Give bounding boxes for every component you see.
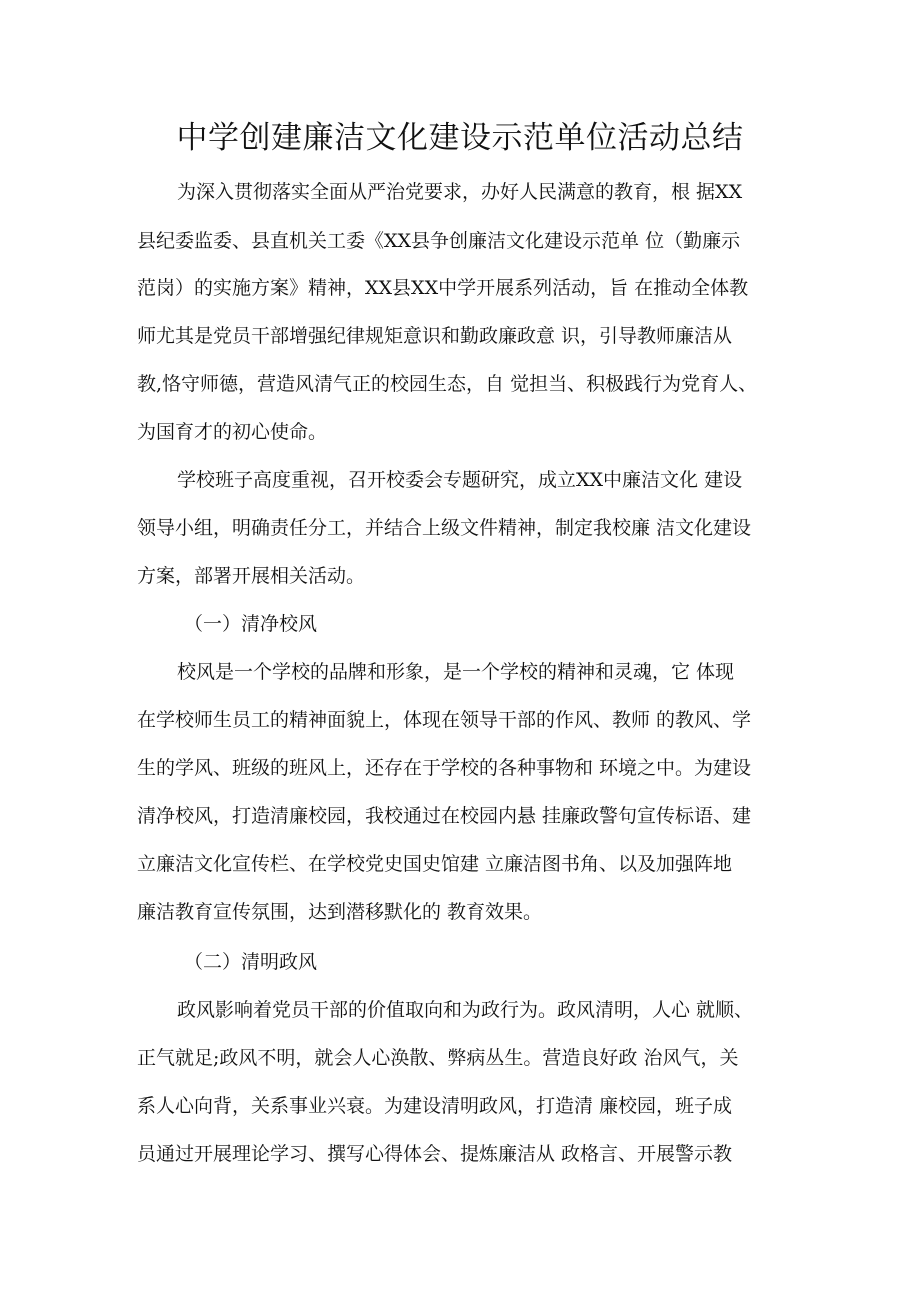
section-1-line-4: 清净校风，打造清廉校园，我校通过在校园内悬 挂廉政警句宣传标语、建 <box>137 805 752 827</box>
paragraph-1-line-1: 为深入贯彻落实全面从严治党要求，办好人民满意的教育，根 据XX <box>177 181 743 203</box>
paragraph-1-line-2: 县纪委监委、县直机关工委《XX县争创廉洁文化建设示范单 位（勤廉示 <box>137 230 741 252</box>
paragraph-1-line-3: 范岗）的实施方案》精神，XX县XX中学开展系列活动，旨 在推动全体教 <box>137 277 749 299</box>
paragraph-2-line-1: 学校班子高度重视，召开校委会专题研究，成立XX中廉洁文化 建设 <box>177 469 743 491</box>
section-2-heading: （二）清明政风 <box>184 951 318 973</box>
section-1-line-3: 生的学风、班级的班风上，还存在于学校的各种事物和 环境之中。为建设 <box>137 757 752 779</box>
section-1-line-5: 立廉洁文化宣传栏、在学校党史国史馆建 立廉洁图书角、以及加强阵地 <box>137 853 733 875</box>
section-1-line-2: 在学校师生员工的精神面貌上，体现在领导干部的作风、教师 的教风、学 <box>137 709 752 731</box>
paragraph-2-line-2: 领导小组，明确责任分工，并结合上级文件精神，制定我校廉 洁文化建设 <box>137 517 752 539</box>
document-title: 中学创建廉洁文化建设示范单位活动总结 <box>176 120 744 156</box>
section-2-line-2: 正气就足;政风不明，就会人心涣散、弊病丛生。营造良好政 治风气，关 <box>137 1047 739 1069</box>
paragraph-1-line-4: 师尤其是党员干部增强纪律规矩意识和勤政廉政意 识，引导教师廉洁从 <box>137 325 733 347</box>
section-2-line-3: 系人心向背，关系事业兴衰。为建设清明政风，打造清 廉校园，班子成 <box>137 1095 733 1117</box>
paragraph-1-line-6: 为国育才的初心使命。 <box>137 421 328 443</box>
paragraph-1-line-5: 教,恪守师德，营造风清气正的校园生态，自 觉担当、积极践行为党育人、 <box>137 373 758 395</box>
section-1-heading: （一）清净校风 <box>184 613 318 635</box>
section-2-line-4: 员通过开展理论学习、撰写心得体会、提炼廉洁从 政格言、开展警示教 <box>137 1143 733 1165</box>
paragraph-2-line-3: 方案，部署开展相关活动。 <box>137 565 366 587</box>
section-2-line-1: 政风影响着党员干部的价值取向和为政行为。政风清明，人心 就顺、 <box>177 999 754 1021</box>
section-1-line-1: 校风是一个学校的品牌和形象，是一个学校的精神和灵魂，它 体现 <box>177 661 735 683</box>
section-1-line-6: 廉洁教育宣传氛围，达到潜移默化的 教育效果。 <box>137 901 543 923</box>
